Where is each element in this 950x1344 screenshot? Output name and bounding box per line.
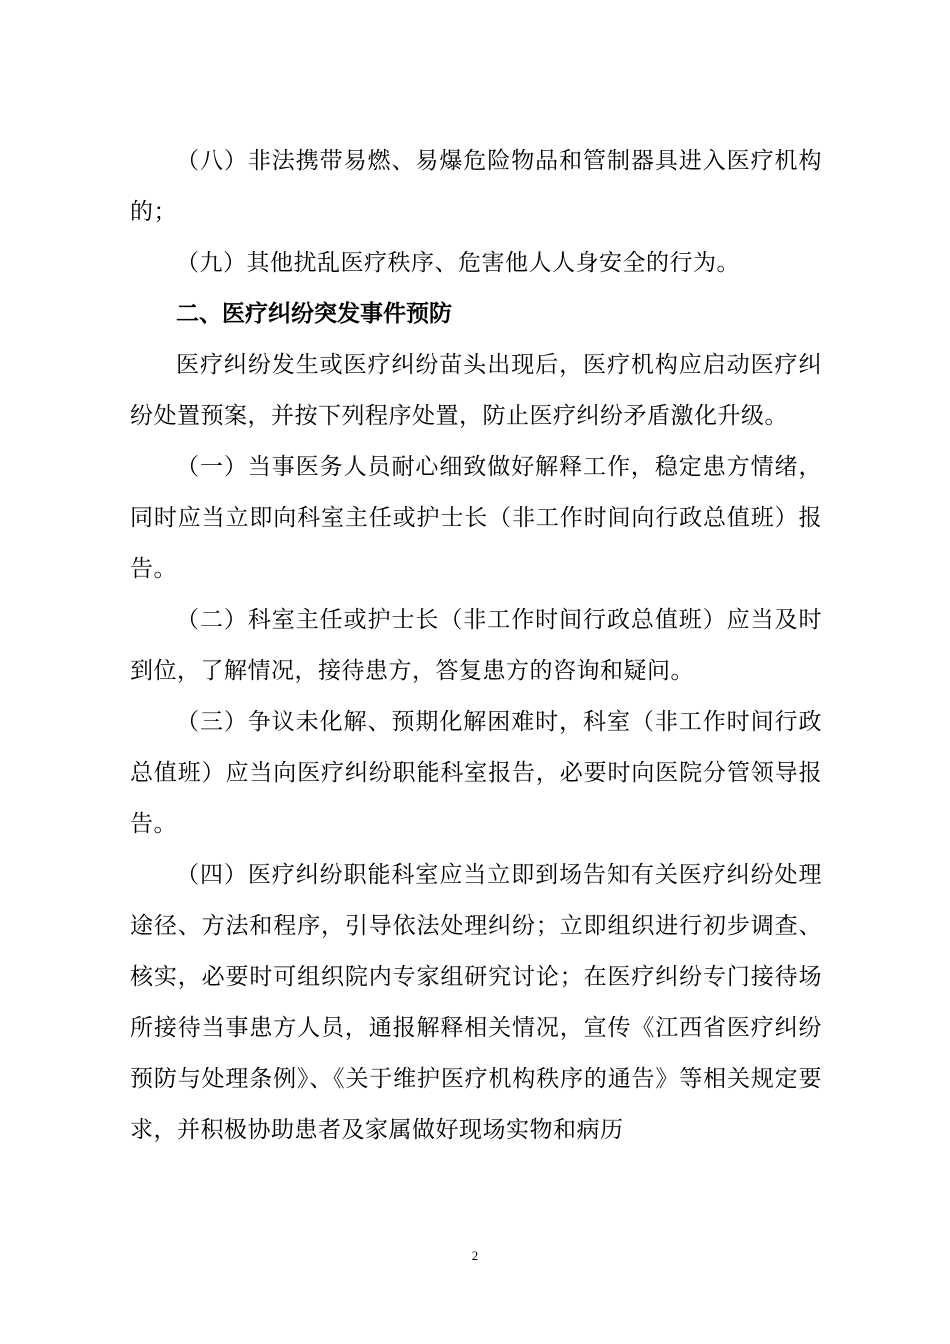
paragraph-step-3: （三）争议未化解、预期化解困难时，科室（非工作时间行政总值班）应当向医疗纠纷职能科室报告，必要时向医院分管领导报告。 [130,709,822,837]
paragraph-item-8: （八）非法携带易燃、易爆危险物品和管制器具进入医疗机构的； [130,148,822,225]
paragraph-intro: 医疗纠纷发生或医疗纠纷苗头出现后，医疗机构应启动医疗纠纷处置预案，并按下列程序处置，防止医疗纠纷矛盾激化升级。 [130,352,822,429]
paragraph-step-1: （一）当事医务人员耐心细致做好解释工作，稳定患方情绪，同时应当立即向科室主任或护士长（非工作时间向行政总值班）报告。 [130,454,822,582]
paragraph-item-9: （九）其他扰乱医疗秩序、危害他人人身安全的行为。 [176,250,740,276]
section-heading: 二、医疗纠纷突发事件预防 [176,301,452,327]
document-body [130,136,822,1156]
page-number: 2 [471,1248,479,1263]
paragraph-step-4: （四）医疗纠纷职能科室应当立即到场告知有关医疗纠纷处理途径、方法和程序，引导依法处理纠纷；立即组织进行初步调查、核实，必要时可组织院内专家组研究讨论；在医疗纠纷专门接待场所接待当事患方人员，通报解释相关情况，宣传《江西省医疗纠纷预防与处理条例》、《关于维护医疗机构秩序的通告》等相关规定要求，并积极协助患者及家属做好现场实物和病历 [130,862,822,1143]
paragraph-step-2: （二）科室主任或护士长（非工作时间行政总值班）应当及时到位，了解情况，接待患方，答复患方的咨询和疑问。 [130,607,822,684]
